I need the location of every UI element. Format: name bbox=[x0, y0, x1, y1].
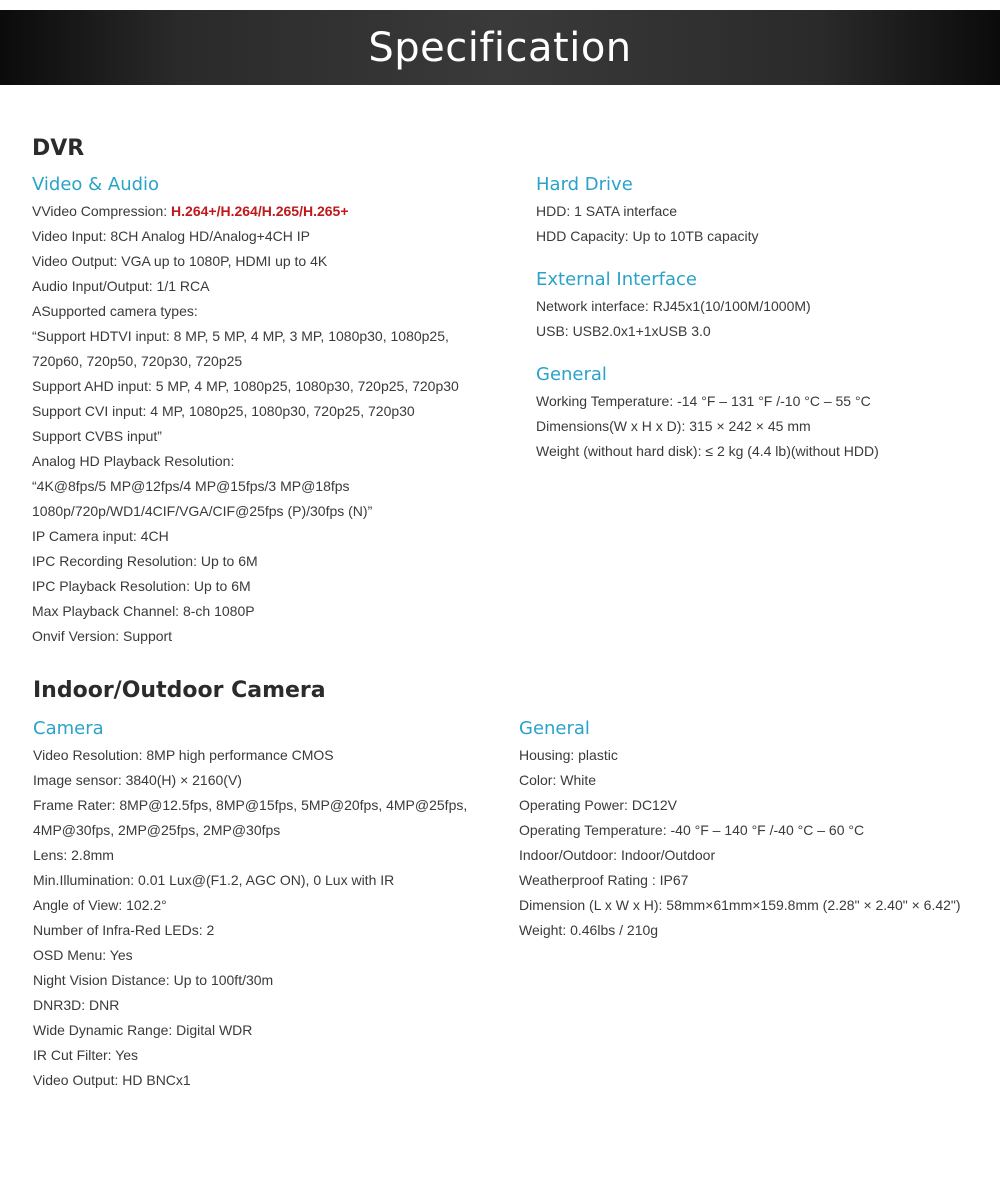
spec-line: HDD: 1 SATA interface bbox=[536, 203, 678, 219]
spec-line-compression bbox=[32, 199, 512, 224]
camera-right-column bbox=[519, 717, 994, 962]
spec-line: Frame Rater: 8MP@12.5fps, 8MP@15fps, 5MP@20fps, 4MP@25fps, bbox=[33, 797, 468, 813]
spec-line: USB: USB2.0x1+1xUSB 3.0 bbox=[536, 323, 711, 339]
spec-line: Onvif Version: Support bbox=[32, 628, 173, 644]
spec-line: Image sensor: 3840(H) × 2160(V) bbox=[33, 772, 242, 788]
spec-line: 4MP@30fps, 2MP@25fps, 2MP@30fps bbox=[33, 822, 281, 838]
hard-drive-title: Hard Drive bbox=[536, 174, 633, 195]
spec-line: Video Input: 8CH Analog HD/Analog+4CH IP bbox=[32, 228, 310, 244]
spec-line: Max Playback Channel: 8-ch 1080P bbox=[32, 603, 255, 619]
spec-line: IR Cut Filter: Yes bbox=[33, 1047, 139, 1063]
spec-line: Operating Temperature: -40 °F – 140 °F /-40 °C – 60 °C bbox=[519, 822, 865, 838]
spec-line: Night Vision Distance: Up to 100ft/30m bbox=[33, 972, 274, 988]
spec-line: Video Output: HD BNCx1 bbox=[33, 1072, 191, 1088]
spec-line: Min.Illumination: 0.01 Lux@(F1.2, AGC ON), 0 Lux with IR bbox=[33, 872, 395, 888]
camera-left-column bbox=[33, 717, 503, 1112]
spec-line: Support CVI input: 4 MP, 1080p25, 1080p30, 720p25, 720p30 bbox=[32, 403, 415, 419]
camera-specs-group bbox=[33, 717, 503, 1093]
spec-line: HDD Capacity: Up to 10TB capacity bbox=[536, 228, 759, 244]
spec-line: Weight: 0.46lbs / 210g bbox=[519, 922, 659, 938]
spec-line: Network interface: RJ45x1(10/100M/1000M) bbox=[536, 298, 811, 314]
spec-line: Support CVBS input” bbox=[32, 428, 162, 444]
camera-general-group bbox=[519, 717, 994, 943]
external-interface-title: External Interface bbox=[536, 269, 697, 290]
spec-banner bbox=[0, 10, 1000, 85]
spec-line: OSD Menu: Yes bbox=[33, 947, 133, 963]
dvr-right-column bbox=[536, 173, 986, 483]
spec-line: Indoor/Outdoor: Indoor/Outdoor bbox=[519, 847, 716, 863]
video-audio-group bbox=[32, 173, 512, 649]
spec-line: Working Temperature: -14 °F – 131 °F /-10 °C – 55 °C bbox=[536, 393, 871, 409]
spec-line: Number of Infra-Red LEDs: 2 bbox=[33, 922, 215, 938]
compression-value: H.264+/H.264/H.265/H.265+ bbox=[171, 203, 349, 219]
external-interface-group bbox=[536, 268, 986, 344]
spec-line: 1080p/720p/WD1/4CIF/VGA/CIF@25fps (P)/30fps (N)” bbox=[32, 503, 373, 519]
hard-drive-group bbox=[536, 173, 986, 249]
spec-line: DNR3D: DNR bbox=[33, 997, 120, 1013]
spec-line: Dimensions(W x H x D): 315 × 242 × 45 mm bbox=[536, 418, 811, 434]
spec-line: Audio Input/Output: 1/1 RCA bbox=[32, 278, 210, 294]
compression-label: VVideo Compression: bbox=[32, 203, 172, 219]
video-audio-list bbox=[32, 224, 512, 649]
dvr-general-title: General bbox=[536, 364, 607, 385]
spec-line: Dimension (L x W x H): 58mm×61mm×159.8mm (2.28" × 2.40" × 6.42") bbox=[519, 897, 961, 913]
spec-line: Weight (without hard disk): ≤ 2 kg (4.4 lb)(without HDD) bbox=[536, 443, 879, 459]
spec-line: Wide Dynamic Range: Digital WDR bbox=[33, 1022, 253, 1038]
spec-line: Operating Power: DC12V bbox=[519, 797, 677, 813]
spec-line: ASupported camera types: bbox=[32, 303, 198, 319]
spec-line: Support AHD input: 5 MP, 4 MP, 1080p25, 1080p30, 720p25, 720p30 bbox=[32, 378, 459, 394]
camera-general-list bbox=[519, 743, 994, 943]
spec-line: “4K@8fps/5 MP@12fps/4 MP@15fps/3 MP@18fps bbox=[32, 478, 350, 494]
spec-line: Analog HD Playback Resolution: bbox=[32, 453, 235, 469]
camera-section-title: Indoor/Outdoor Camera bbox=[33, 678, 326, 703]
spec-line: Angle of View: 102.2° bbox=[33, 897, 167, 913]
spec-line: IPC Playback Resolution: Up to 6M bbox=[32, 578, 251, 594]
camera-general-title: General bbox=[519, 718, 590, 739]
spec-line: 720p60, 720p50, 720p30, 720p25 bbox=[32, 353, 243, 369]
camera-specs-list bbox=[33, 743, 503, 1093]
spec-line: “Support HDTVI input: 8 MP, 5 MP, 4 MP, 3 MP, 1080p30, 1080p25, bbox=[32, 328, 449, 344]
spec-line: IP Camera input: 4CH bbox=[32, 528, 169, 544]
hard-drive-list bbox=[536, 199, 986, 249]
camera-specs-title: Camera bbox=[33, 718, 104, 739]
dvr-general-group bbox=[536, 363, 986, 464]
spec-line: Video Output: VGA up to 1080P, HDMI up to 4K bbox=[32, 253, 328, 269]
video-audio-title: Video & Audio bbox=[32, 174, 160, 195]
spec-line: Color: White bbox=[519, 772, 597, 788]
spec-line: Video Resolution: 8MP high performance CMOS bbox=[33, 747, 334, 763]
banner-title: Specification bbox=[368, 24, 632, 71]
spec-line: IPC Recording Resolution: Up to 6M bbox=[32, 553, 258, 569]
dvr-general-list bbox=[536, 389, 986, 464]
external-interface-list bbox=[536, 294, 986, 344]
spec-line: Housing: plastic bbox=[519, 747, 618, 763]
spec-line: Weatherproof Rating : IP67 bbox=[519, 872, 689, 888]
spec-line: Lens: 2.8mm bbox=[33, 847, 114, 863]
dvr-left-column bbox=[32, 173, 512, 668]
dvr-section-title: DVR bbox=[32, 136, 85, 161]
